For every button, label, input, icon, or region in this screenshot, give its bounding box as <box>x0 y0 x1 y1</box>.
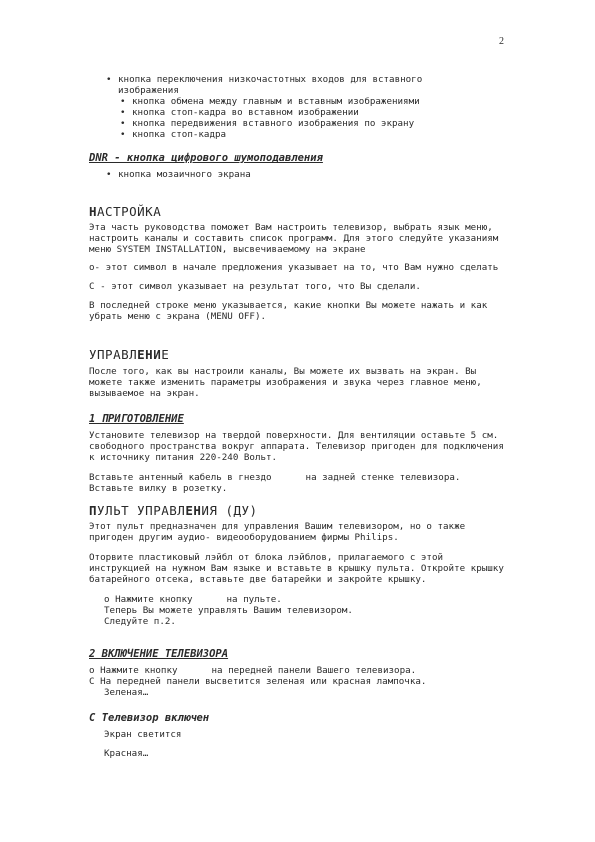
setup-heading <box>89 206 161 217</box>
bullet-item <box>132 129 492 140</box>
bullet-item <box>132 118 492 129</box>
bullet-item <box>118 169 478 180</box>
remote-heading-b: УЛЬТ УПРАВЛ <box>97 503 186 518</box>
power-step-green: Зеленая… <box>104 687 149 698</box>
power-step-press-b: на передней панели Вашего телевизора. <box>211 665 417 676</box>
power-step-press-a: о Нажмите кнопку <box>89 665 178 676</box>
power-step-lamp: С На передней панели высветится зеленая или красная лампочка. <box>89 676 427 687</box>
tv-on-screen: Экран светится <box>104 729 182 740</box>
control-heading-c: Е <box>161 347 170 362</box>
remote-heading-c: ЕН <box>185 503 202 518</box>
remote-step-press-a: о Нажмите кнопку <box>104 594 193 605</box>
bullet-item <box>132 96 492 107</box>
bullet-item <box>118 74 478 96</box>
tv-on-heading: С Телевизор включен <box>89 712 210 724</box>
setup-menu-line: В последней строке меню указывается, какие кнопки Вы можете нажать и как убрать меню с экрана (MENU OFF). <box>89 300 488 322</box>
remote-label-instructions: Оторвите пластиковый лэйбл от блока лэйблов, прилагаемого с этой инструкцией на нужном Вам языке и вставьте в крышку пульта. Откройте крышку батарейного отсека, вставьте две батарейки и закройте крышку. <box>89 552 504 585</box>
setup-intro: Эта часть руководства поможет Вам настроить телевизор, выбрать язык меню, настроить каналы и составить список программ. Для этого следуйте указаниям меню SYSTEM INSTALLATION, высвечиваемому на экране <box>89 222 499 255</box>
setup-action-symbol: о- этот символ в начале предложения указывает на то, что Вам нужно сделать <box>89 262 499 273</box>
remote-heading-a: П <box>89 503 98 518</box>
control-heading-b: ЕНИ <box>137 347 162 362</box>
remote-heading <box>89 505 258 516</box>
prep-text: Установите телевизор на твердой поверхности. Для вентиляции оставьте 5 см. свободного пространства вокруг аппарата. Телевизор пригоден для подключения к источнику питания 220-240 Вольт. <box>89 430 504 463</box>
remote-intro: Этот пульт предназначен для управления Вашим телевизором, но о также пригоден другим аудио- видеооборудованием фирмы Philips. <box>89 521 466 543</box>
control-heading <box>89 349 169 360</box>
prep-section <box>89 430 509 494</box>
bullet-text: • кнопка стоп-кадра во вставном изображении <box>132 107 492 118</box>
remote-step-press-b: на пульте. <box>226 594 282 605</box>
setup-heading-initial: Н <box>89 204 98 219</box>
control-text: После того, как вы настроили каналы, Вы можете их вызвать на экран. Вы можете также изменить параметры изображения и звука через главное меню, вызываемое на экран. <box>89 366 482 399</box>
bullet-text: • кнопка передвижения вставного изображения по экрану <box>132 118 492 129</box>
prep-antenna-b: на задней стенке телевизора. <box>305 472 461 483</box>
remote-step-next: Следуйте п.2. <box>104 616 176 627</box>
bullet-text: • кнопка переключения низкочастотных входов для вставного изображения <box>118 74 478 96</box>
page-number: 2 <box>499 36 504 47</box>
control-heading-a: УПРАВЛ <box>89 347 138 362</box>
setup-section <box>89 222 509 322</box>
tv-on-red: Красная… <box>104 748 149 759</box>
control-section <box>89 366 509 399</box>
power-heading: 2 ВКЛЮЧЕНИЕ ТЕЛЕВИЗОРА <box>89 648 229 660</box>
prep-plug: Вставьте вилку в розетку. <box>89 483 228 494</box>
power-step-press <box>89 665 509 676</box>
remote-step-press <box>104 594 509 605</box>
bullet-text: • кнопка обмена между главным и вставным изображениями <box>132 96 492 107</box>
bullet-item <box>132 107 492 118</box>
bullet-text: • кнопка мозаичного экрана <box>118 169 478 180</box>
remote-section <box>89 521 509 627</box>
remote-heading-d: ИЯ (ДУ) <box>201 503 258 518</box>
setup-heading-rest: АСТРОЙКА <box>97 204 162 219</box>
bullet-text: • кнопка стоп-кадра <box>132 129 492 140</box>
power-section <box>89 665 509 698</box>
prep-antenna <box>89 472 509 494</box>
remote-steps <box>89 594 509 627</box>
dnr-heading: DNR - кнопка цифрового шумоподавления <box>89 152 323 164</box>
setup-result-symbol: С - этот символ указывает на результат того, что Вы сделали. <box>89 281 421 292</box>
tv-on-section <box>104 729 524 759</box>
prep-heading: 1 ПРИГОТОВЛЕНИЕ <box>89 413 184 425</box>
remote-step-result: Теперь Вы можете управлять Вашим телевизором. <box>104 605 353 616</box>
prep-antenna-a: Вставьте антенный кабель в гнездо <box>89 472 272 483</box>
